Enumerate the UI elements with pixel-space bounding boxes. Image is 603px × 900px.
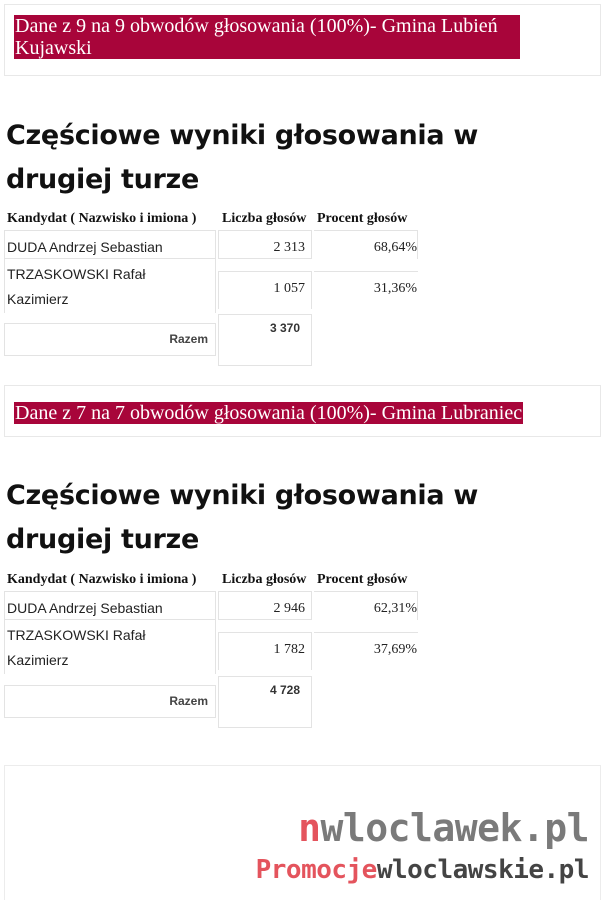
- column-header-percent: Procent głosów: [317, 211, 408, 226]
- candidate-name: TRZASKOWSKI Rafał Kazimierz: [7, 266, 146, 307]
- vote-percent: 37,69%: [373, 642, 417, 657]
- results-heading: Częściowe wyniki głosowania w drugiej turze: [6, 120, 479, 195]
- candidate-name: DUDA Andrzej Sebastian: [7, 239, 163, 255]
- vote-count: 1 057: [273, 281, 305, 296]
- logo-n: n: [298, 806, 321, 850]
- total-votes: 4 728: [270, 683, 301, 697]
- column-header-candidate: Kandydat ( Nazwisko i imiona ): [7, 211, 197, 226]
- vote-count: 2 946: [273, 601, 305, 616]
- column-header-candidate: Kandydat ( Nazwisko i imiona ): [7, 572, 197, 587]
- candidate-name: DUDA Andrzej Sebastian: [7, 600, 163, 616]
- vote-percent: 31,36%: [373, 281, 417, 296]
- logo-promocje: Promocje: [255, 855, 377, 885]
- results-heading: Częściowe wyniki głosowania w drugiej turze: [6, 480, 479, 555]
- column-header-votes: Liczba głosów: [222, 211, 307, 226]
- candidate-name: TRZASKOWSKI Rafał Kazimierz: [7, 627, 146, 668]
- logo-wloclawek: wloclawek.pl: [320, 806, 589, 850]
- data-banner: Dane z 7 na 7 obwodów głosowania (100%)- Gmina Lubraniec: [15, 402, 523, 424]
- total-label: Razem: [169, 332, 208, 346]
- site-logo: [298, 808, 589, 848]
- total-votes: 3 370: [270, 321, 301, 335]
- promo-logo: [256, 855, 589, 885]
- vote-count: 2 313: [273, 240, 305, 255]
- column-header-votes: Liczba głosów: [222, 572, 307, 587]
- column-header-percent: Procent głosów: [317, 572, 408, 587]
- total-label: Razem: [169, 694, 208, 708]
- vote-percent: 68,64%: [373, 240, 417, 255]
- vote-count: 1 782: [273, 642, 305, 657]
- logo-wloclawskie: wloclawskie.pl: [376, 855, 589, 885]
- vote-percent: 62,31%: [373, 601, 417, 616]
- data-banner: Dane z 9 na 9 obwodów głosowania (100%)- Gmina Lubień Kujawski: [14, 15, 520, 59]
